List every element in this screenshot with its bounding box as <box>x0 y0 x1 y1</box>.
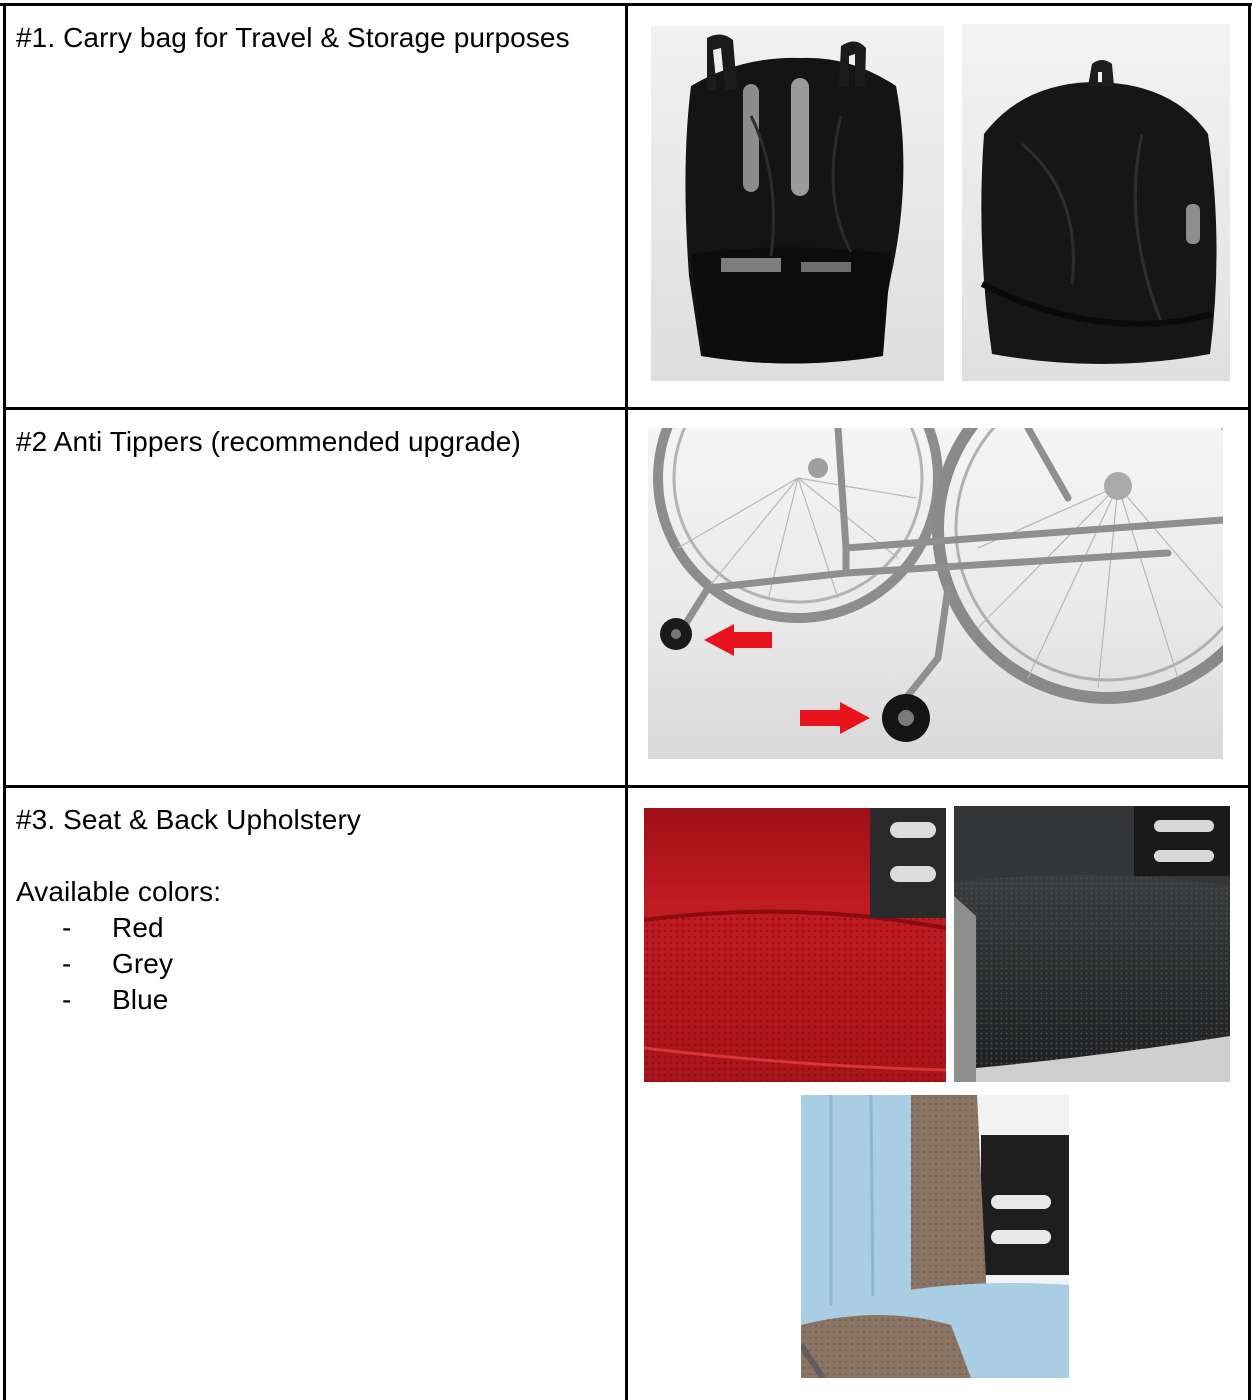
table-row-divider-2 <box>3 785 1251 788</box>
carry-bag-open-photo <box>651 26 944 381</box>
color-blue: Blue <box>112 984 169 1015</box>
table-row-divider-1 <box>3 407 1251 410</box>
row-3-title: #3. Seat & Back Upholstery <box>16 804 361 835</box>
list-item: - Blue <box>16 982 416 1018</box>
row-2-title: #2 Anti Tippers (recommended upgrade) <box>16 426 521 457</box>
available-colors-heading: Available colors: <box>16 876 222 907</box>
list-item: - Red <box>16 910 416 946</box>
carry-bag-closed-photo <box>962 24 1230 381</box>
row-1-title: #1. Carry bag for Travel & Storage purposes <box>16 22 570 53</box>
color-red: Red <box>112 912 164 943</box>
blue-upholstery-photo <box>801 1095 1069 1378</box>
color-grey: Grey <box>112 948 174 979</box>
color-list <box>16 910 416 1018</box>
table-column-divider <box>625 3 628 1400</box>
list-item: - Grey <box>16 946 416 982</box>
grey-upholstery-photo <box>954 806 1230 1082</box>
red-upholstery-photo <box>644 808 946 1082</box>
anti-tippers-photo <box>648 428 1223 759</box>
table-border-left <box>3 3 6 1400</box>
table-border-right <box>1248 3 1251 1400</box>
